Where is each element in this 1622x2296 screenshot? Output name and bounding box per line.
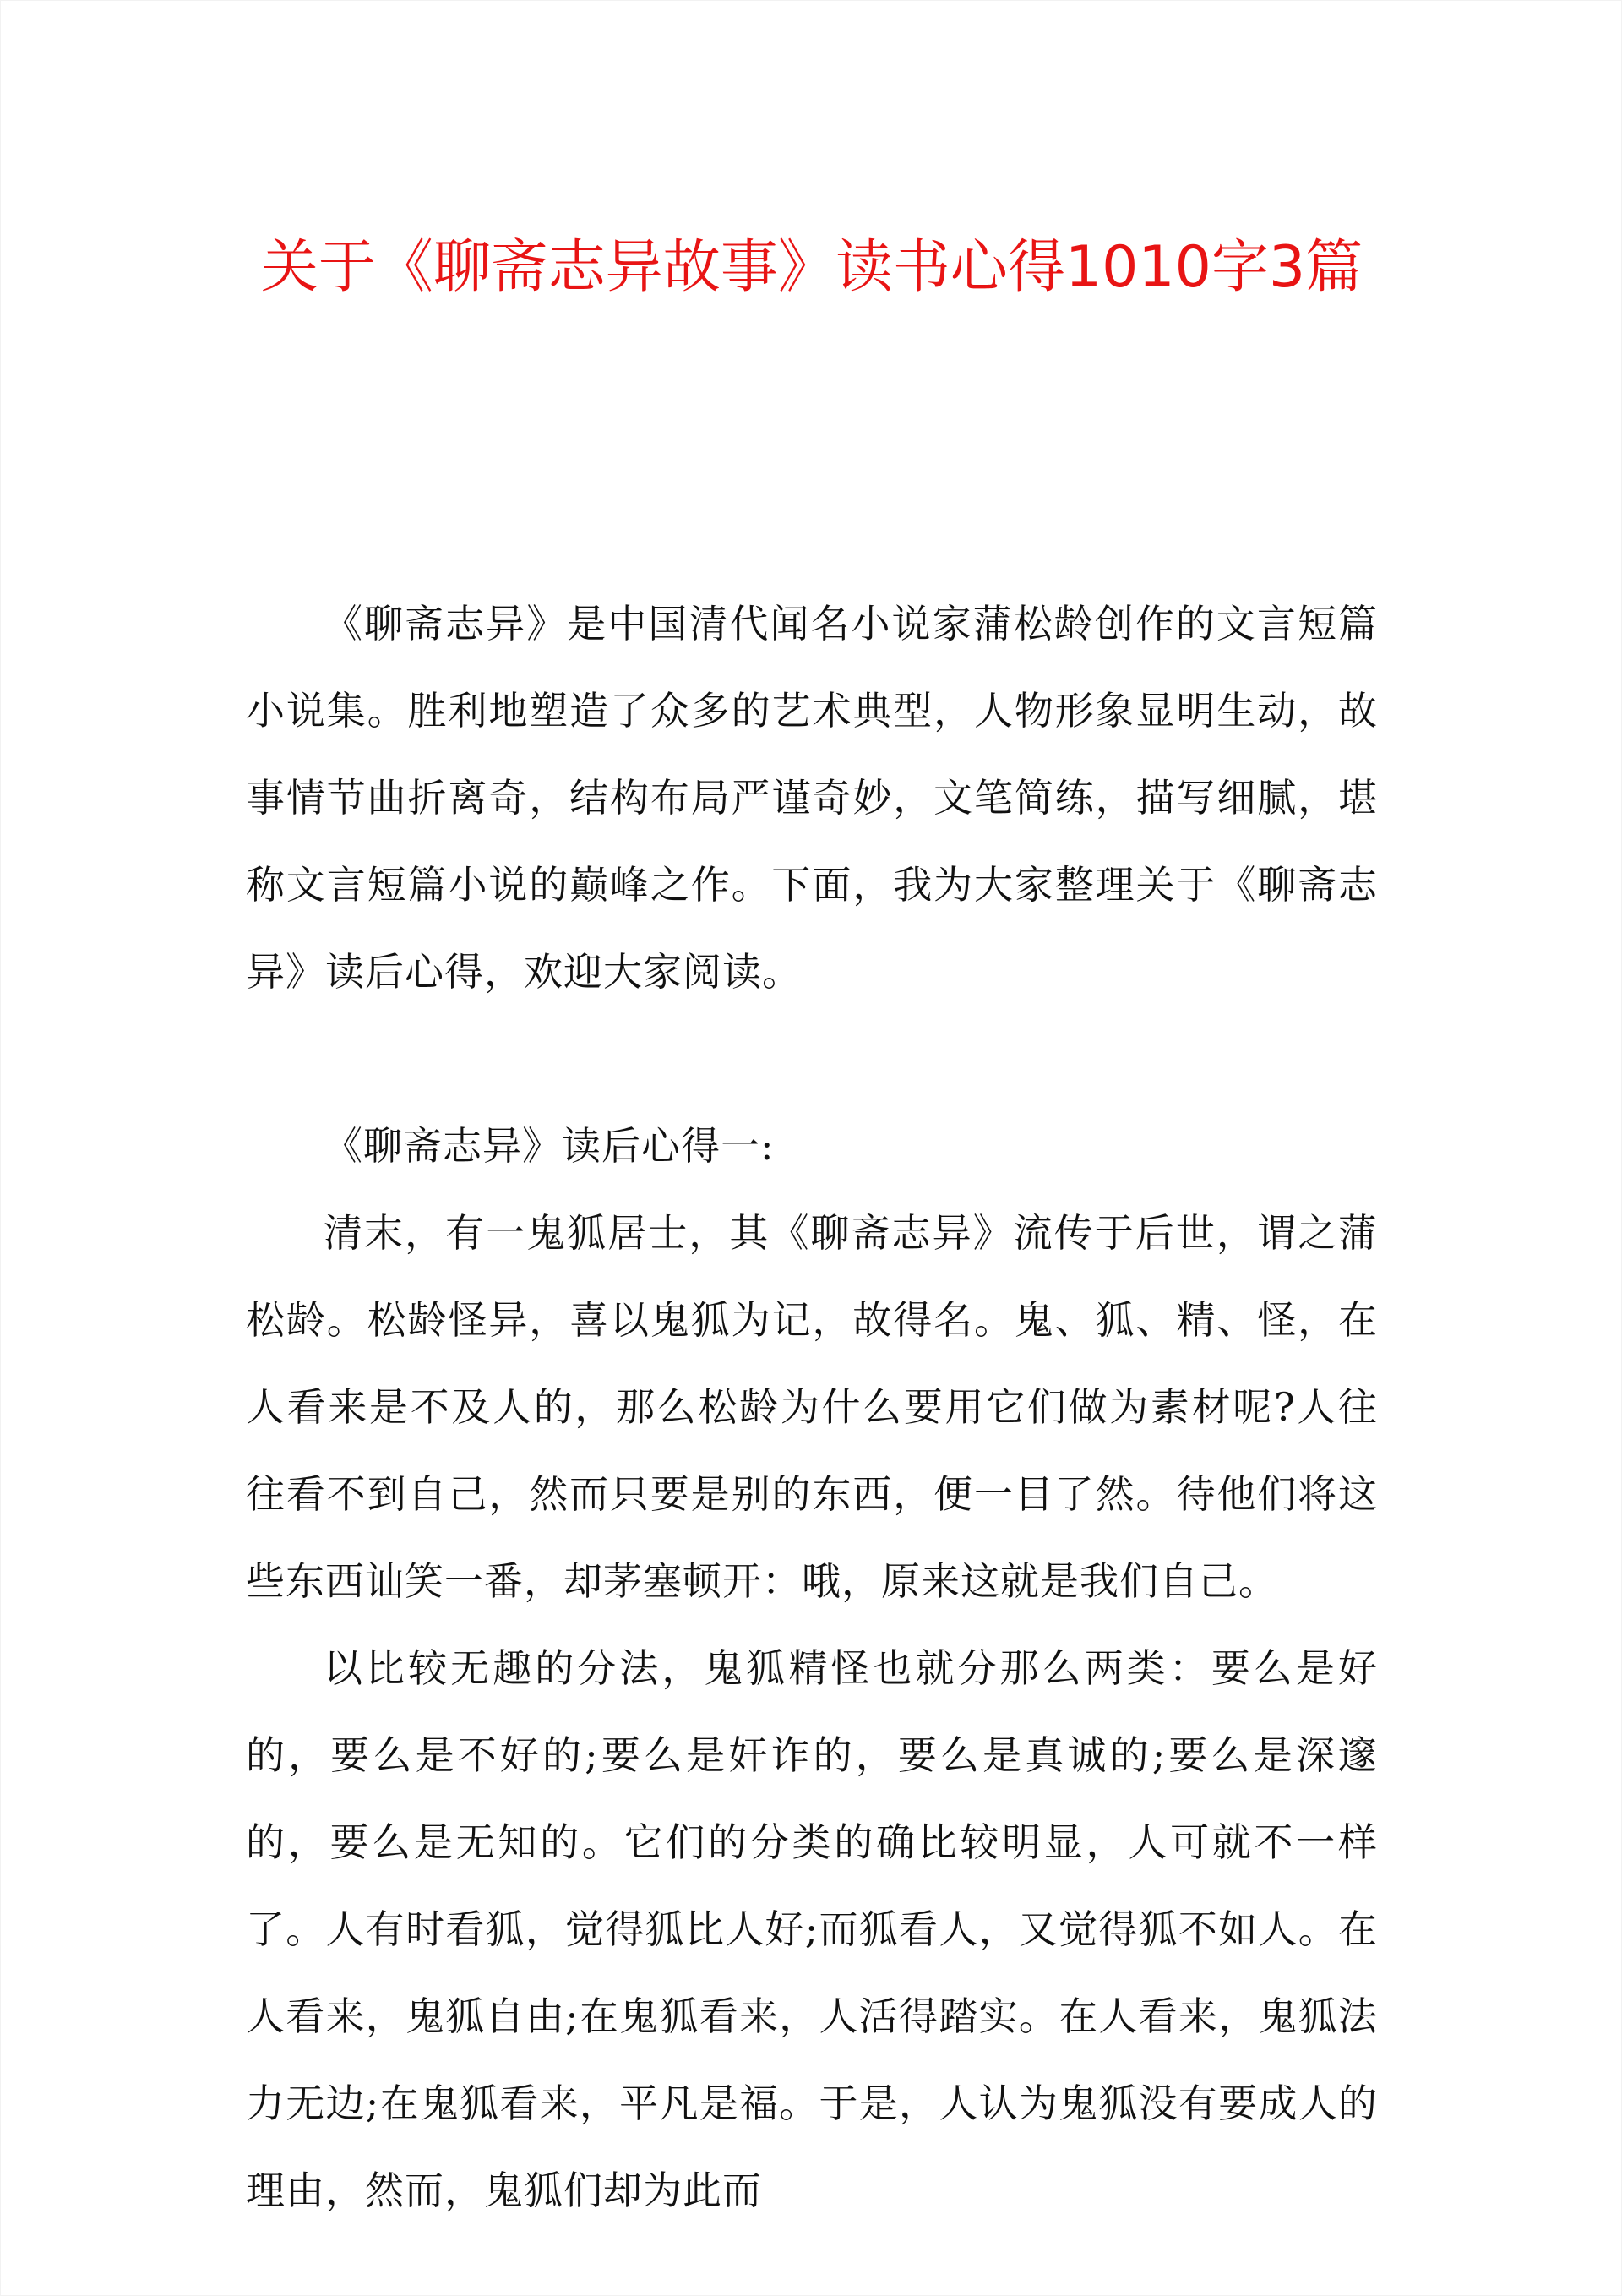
document-title: 关于《聊斋志异故事》读书心得1010字3篇 xyxy=(260,234,1363,301)
document-body xyxy=(246,581,1378,2234)
intro-paragraph: 《聊斋志异》是中国清代闻名小说家蒲松龄创作的文言短篇小说集。胜利地塑造了众多的艺术典型，人物形象显明生动，故事情节曲折离奇，结构布局严谨奇妙，文笔简练，描写细腻，堪称文言短篇小说的巅峰之作。下面，我为大家整理关于《聊斋志异》读后心得，欢迎大家阅读。 xyxy=(246,601,1378,995)
body-paragraph: 以比较无趣的分法，鬼狐精怪也就分那么两类：要么是好的，要么是不好的;要么是奸诈的，要么是真诚的;要么是深邃的，要么是无知的。它们的分类的确比较明显，人可就不一样了。人有时看狐，觉得狐比人好;而狐看人，又觉得狐不如人。在人看来，鬼狐自由;在鬼狐看来，人活得踏实。在人看来，鬼狐法力无边;在鬼狐看来，平凡是福。于是，人认为鬼狐没有要成人的理由，然而，鬼狐们却为此而 xyxy=(246,1645,1378,2213)
paragraph-gap xyxy=(246,1016,1378,1103)
section-heading: 《聊斋志异》读后心得一: xyxy=(324,1123,775,1169)
body-paragraph: 清末，有一鬼狐居士，其《聊斋志异》流传于后世，谓之蒲松龄。松龄怪异，喜以鬼狐为记，故得名。鬼、狐、精、怪，在人看来是不及人的，那么松龄为什么要用它们做为素材呢?人往往看不到自己，然而只要是别的东西，便一目了然。待他们将这些东西讪笑一番，却茅塞顿开：哦，原来这就是我们自己。 xyxy=(246,1210,1378,1604)
